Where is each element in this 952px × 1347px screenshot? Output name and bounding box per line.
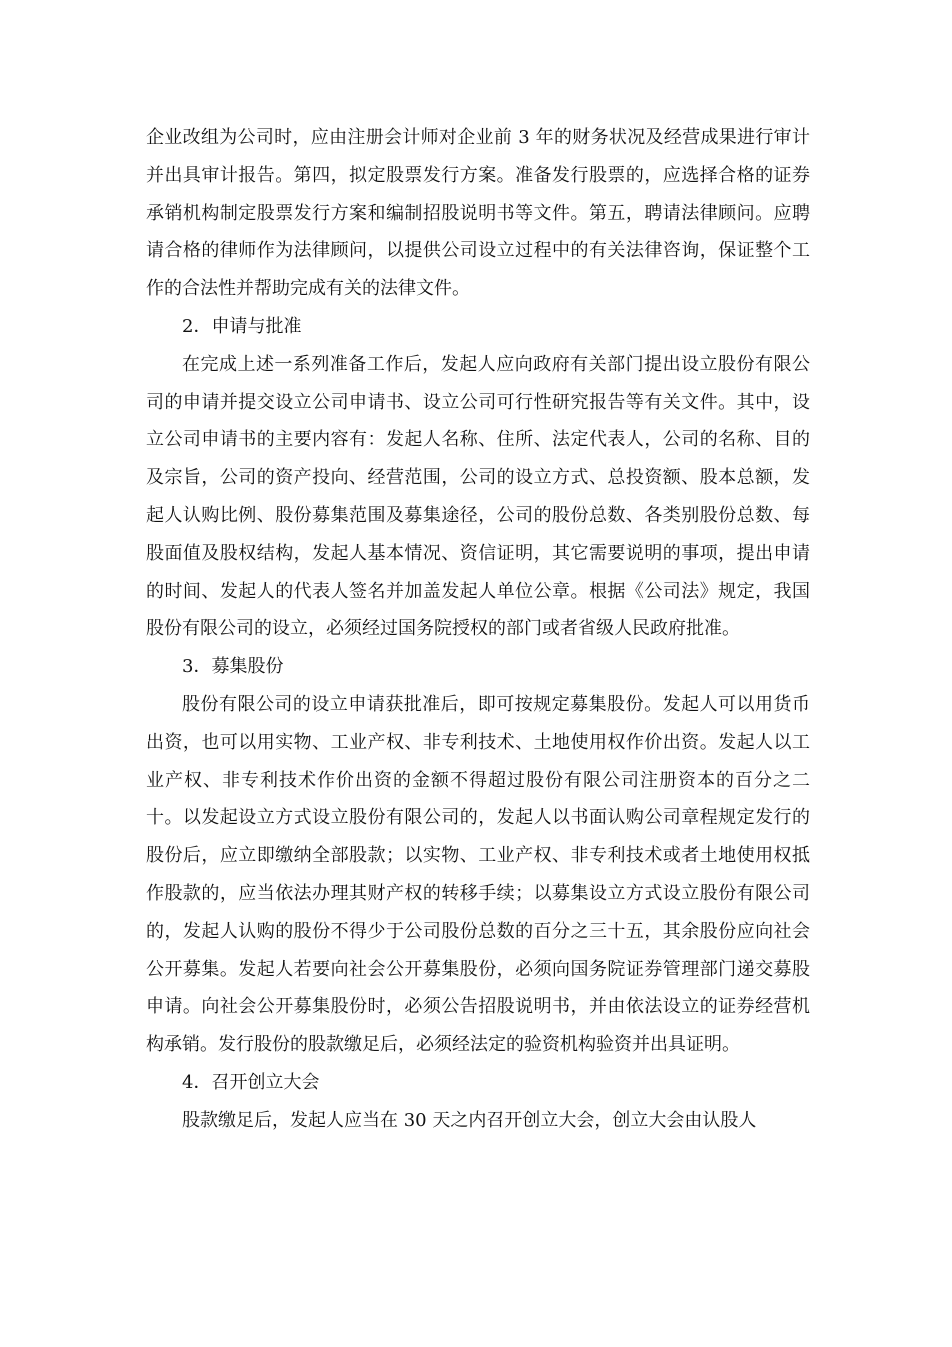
paragraph-application-approval: 在完成上述一系列准备工作后，发起人应向政府有关部门提出设立股份有限公司的申请并提交设立公司申请书、设立公司可行性研究报告等有关文件。其中，设立公司申请书的主要内容有：发起人名称、住所、法定代表人，公司的名称、目的及宗旨，公司的资产投向、经营范围，公司的设立方式、总投资额、股本总额，发起人认购比例、股份募集范围及募集途径，公司的股份总数、各类别股份总数、每股面值及股权结构，发起人基本情况、资信证明，其它需要说明的事项，提出申请的时间、发起人的代表人签名并加盖发起人单位公章。根据《公司法》规定，我国股份有限公司的设立，必须经过国务院授权的部门或者省级人民政府批准。 (146, 353, 810, 640)
section-heading-founding-meeting: 4．召开创立大会 (182, 1071, 320, 1093)
paragraph-founding-meeting: 股款缴足后，发起人应当在 30 天之内召开创立大会，创立大会由认股人 (182, 1109, 757, 1131)
paragraph-continuation: 企业改组为公司时，应由注册会计师对企业前 3 年的财务状况及经营成果进行审计并出具审计报告。第四，拟定股票发行方案。准备发行股票的，应选择合格的证券承销机构制定股票发行方案和编制招股说明书等文件。第五，聘请法律顾问。应聘请合格的律师作为法律顾问，以提供公司设立过程中的有关法律咨询，保证整个工作的合法性并帮助完成有关的法律文件。 (146, 127, 810, 300)
section-heading-raise-shares: 3．募集股份 (182, 656, 284, 678)
section-heading-application-approval: 2．申请与批准 (182, 315, 302, 337)
document-body (146, 119, 810, 1140)
paragraph-raise-shares: 股份有限公司的设立申请获批准后，即可按规定募集股份。发起人可以用货币出资，也可以用实物、工业产权、非专利技术、土地使用权作价出资。发起人以工业产权、非专利技术作价出资的金额不得超过股份有限公司注册资本的百分之二十。以发起设立方式设立股份有限公司的，发起人以书面认购公司章程规定发行的股份后，应立即缴纳全部股款；以实物、工业产权、非专利技术或者土地使用权抵作股款的，应当依法办理其财产权的转移手续；以募集设立方式设立股份有限公司的，发起人认购的股份不得少于公司股份总数的百分之三十五，其余股份应向社会公开募集。发起人若要向社会公开募集股份，必须向国务院证券管理部门递交募股申请。向社会公开募集股份时，必须公告招股说明书，并由依法设立的证券经营机构承销。发行股份的股款缴足后，必须经法定的验资机构验资并出具证明。 (146, 693, 810, 1056)
